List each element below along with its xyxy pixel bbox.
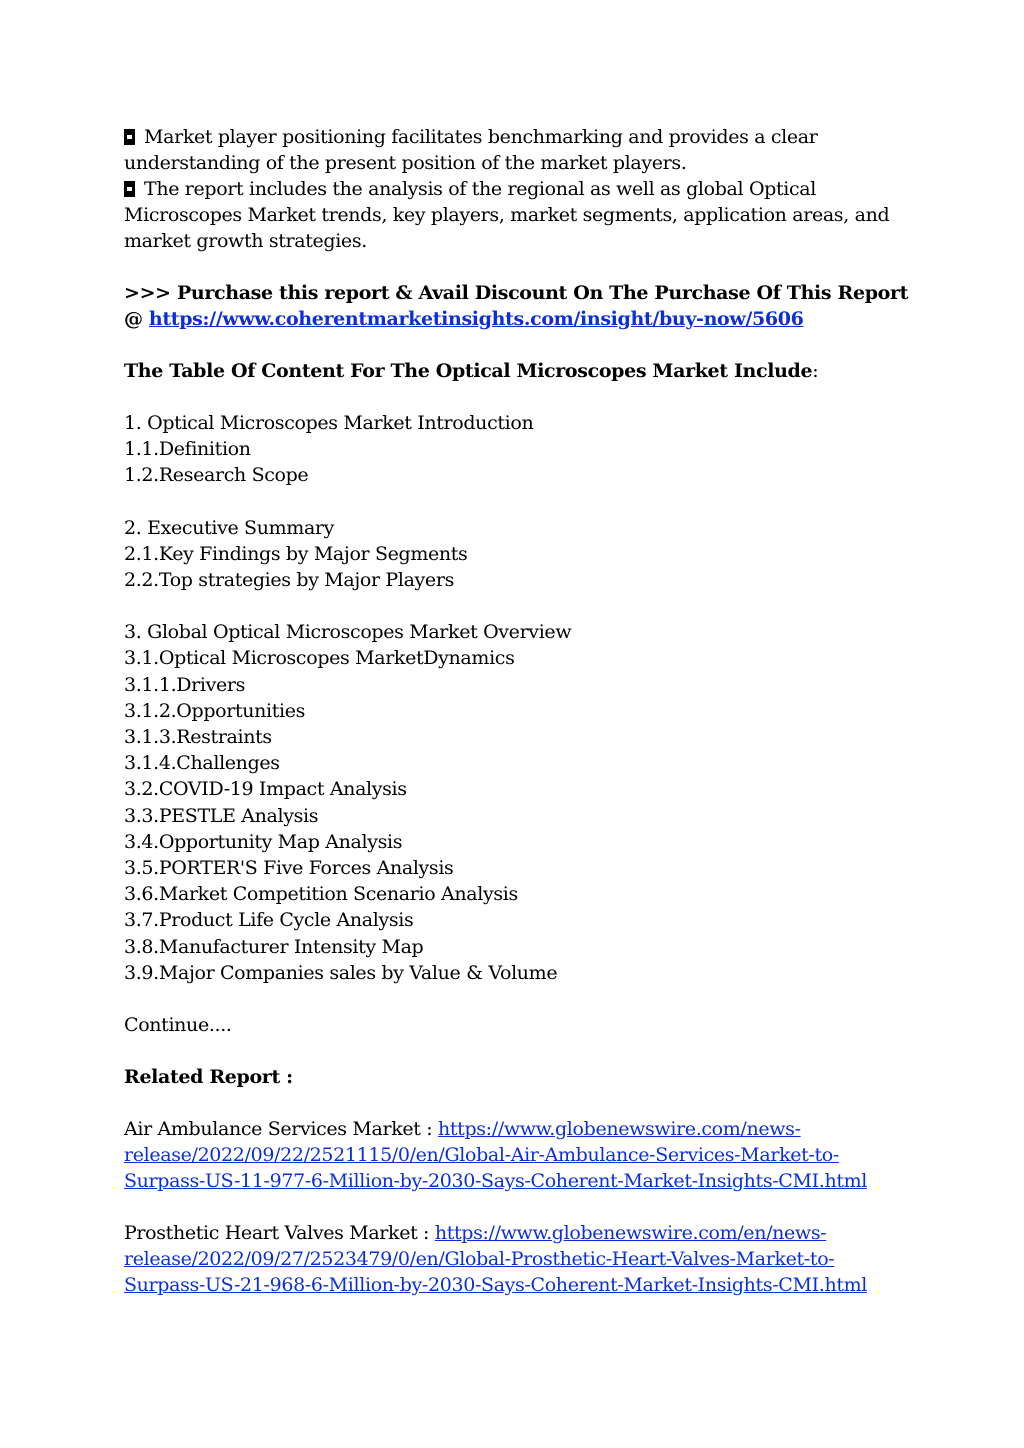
spacer <box>124 254 914 280</box>
related-report-label: Air Ambulance Services Market : <box>124 1118 438 1141</box>
spacer <box>124 1194 914 1220</box>
toc-entry: 3.2.COVID-19 Impact Analysis <box>124 778 407 801</box>
toc-entry: 1. Optical Microscopes Market Introduction <box>124 412 534 434</box>
spacer <box>124 332 914 358</box>
related-report-link[interactable]: https://www.globenewswire.com/en/news- <box>434 1222 827 1245</box>
bullet-text-continued: market growth strategies. <box>124 230 367 252</box>
purchase-link[interactable]: https://www.coherentmarketinsights.com/insight/buy-now/5606 <box>148 308 804 330</box>
purchase-text: >>> Purchase this report & Avail Discount On The Purchase Of This Report <box>124 282 909 304</box>
spacer <box>124 489 914 515</box>
purchase-block <box>124 280 914 332</box>
toc-entry: 3.1.4.Challenges <box>124 752 280 775</box>
toc-entry: 3.5.PORTER'S Five Forces Analysis <box>124 857 454 880</box>
toc-heading <box>124 358 914 384</box>
related-report-label: Prosthetic Heart Valves Market : <box>124 1222 435 1245</box>
bullet-item-regional-analysis <box>124 176 914 254</box>
toc-entry: 1.2.Research Scope <box>124 464 309 487</box>
spacer <box>124 1038 914 1064</box>
bullet-text: The report includes the analysis of the regional as well as global Optical <box>144 178 816 200</box>
toc-entry: 3.6.Market Competition Scenario Analysis <box>124 883 518 906</box>
toc-entry: 1.1.Definition <box>124 438 251 461</box>
related-heading: Related Report : <box>124 1066 293 1089</box>
toc-entry: 3.1.Optical Microscopes MarketDynamics <box>124 647 515 670</box>
toc-heading-colon: : <box>812 360 819 382</box>
bullet-text: Market player positioning facilitates benchmarking and provides a clear <box>144 126 818 148</box>
document-page <box>124 124 914 1298</box>
toc-entry: 3.7.Product Life Cycle Analysis <box>124 909 414 932</box>
square-bullet-icon <box>124 181 135 197</box>
toc-entry: 3.1.1.Drivers <box>124 673 246 696</box>
related-report-link[interactable]: https://www.globenewswire.com/news- <box>438 1118 801 1141</box>
toc-section-3 <box>124 619 914 986</box>
spacer <box>124 593 914 619</box>
toc-entry: 3.3.PESTLE Analysis <box>124 804 319 827</box>
spacer <box>124 384 914 410</box>
related-report-link[interactable]: release/2022/09/22/2521115/0/en/Global-Air-Ambulance-Services-Market-to- <box>124 1144 839 1167</box>
related-report-link[interactable]: release/2022/09/27/2523479/0/en/Global-Prosthetic-Heart-Valves-Market-to- <box>124 1248 835 1271</box>
toc-heading-text: The Table Of Content For The Optical Microscopes Market Include <box>124 360 813 382</box>
toc-entry: 2. Executive Summary <box>124 516 335 539</box>
continue-text: Continue.... <box>124 1014 232 1037</box>
bullet-text-continued: Microscopes Market trends, key players, market segments, application areas, and <box>124 204 890 226</box>
toc-entry: 3.1.3.Restraints <box>124 726 272 749</box>
bullet-item-benchmarking <box>124 124 914 176</box>
purchase-at-sign: @ <box>124 308 149 330</box>
related-report-prosthetic-heart-valves <box>124 1220 914 1298</box>
square-bullet-icon <box>124 129 135 145</box>
toc-section-2 <box>124 515 914 594</box>
toc-entry: 3.9.Major Companies sales by Value & Volume <box>124 961 558 984</box>
toc-entry: 2.1.Key Findings by Major Segments <box>124 542 468 565</box>
related-report-link[interactable]: Surpass-US-21-968-6-Million-by-2030-Says-Coherent-Market-Insights-CMI.html <box>124 1274 868 1297</box>
spacer <box>124 986 914 1012</box>
spacer <box>124 1090 914 1116</box>
toc-section-1 <box>124 410 914 489</box>
bullet-text-continued: understanding of the present position of the market players. <box>124 152 687 174</box>
related-report-link[interactable]: Surpass-US-11-977-6-Million-by-2030-Says-Coherent-Market-Insights-CMI.html <box>124 1170 868 1193</box>
toc-entry: 3.1.2.Opportunities <box>124 699 306 722</box>
toc-entry: 2.2.Top strategies by Major Players <box>124 569 454 592</box>
toc-entry: 3.4.Opportunity Map Analysis <box>124 830 403 853</box>
toc-entry: 3. Global Optical Microscopes Market Overview <box>124 621 572 644</box>
related-report-air-ambulance <box>124 1116 914 1194</box>
toc-entry: 3.8.Manufacturer Intensity Map <box>124 935 424 958</box>
